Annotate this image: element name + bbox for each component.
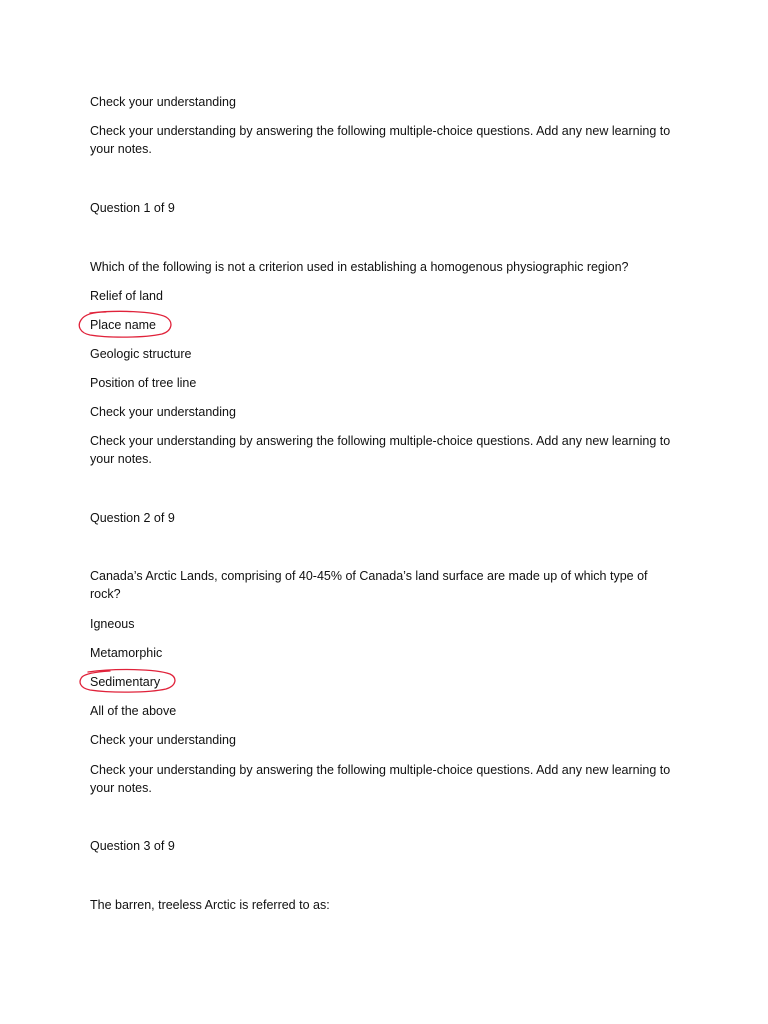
answer-option: Geologic structure: [90, 347, 192, 361]
section-heading: Check your understanding: [90, 405, 236, 419]
section-heading: Check your understanding: [90, 733, 236, 747]
question-text: Which of the following is not a criterion used in establishing a homogenous physiographic region?: [90, 260, 629, 274]
answer-option-marked: [90, 673, 690, 691]
section-heading: Check your understanding: [90, 95, 236, 109]
answer-option: Igneous: [90, 617, 135, 631]
answer-option-label: Sedimentary: [90, 675, 161, 689]
question-number: Question 2 of 9: [90, 511, 175, 525]
instructions-text: Check your understanding by answering the following multiple-choice questions. Add any new learning to your notes.: [90, 434, 671, 466]
answer-option: Relief of land: [90, 289, 163, 303]
question-number: Question 1 of 9: [90, 201, 175, 215]
answer-option: Position of tree line: [90, 376, 197, 390]
instructions-text: Check your understanding by answering the following multiple-choice questions. Add any new learning to your notes.: [90, 124, 671, 156]
question-text: The barren, treeless Arctic is referred to as:: [90, 898, 330, 912]
answer-option: All of the above: [90, 704, 177, 718]
question-number: Question 3 of 9: [90, 839, 175, 853]
answer-option: Metamorphic: [90, 646, 163, 660]
answer-option-marked: [90, 316, 690, 334]
instructions-text: Check your understanding by answering the following multiple-choice questions. Add any new learning to your notes.: [90, 763, 671, 795]
answer-option-label: Place name: [90, 318, 157, 332]
question-text: Canada’s Arctic Lands, comprising of 40-45% of Canada’s land surface are made up of which type of rock?: [90, 569, 648, 601]
